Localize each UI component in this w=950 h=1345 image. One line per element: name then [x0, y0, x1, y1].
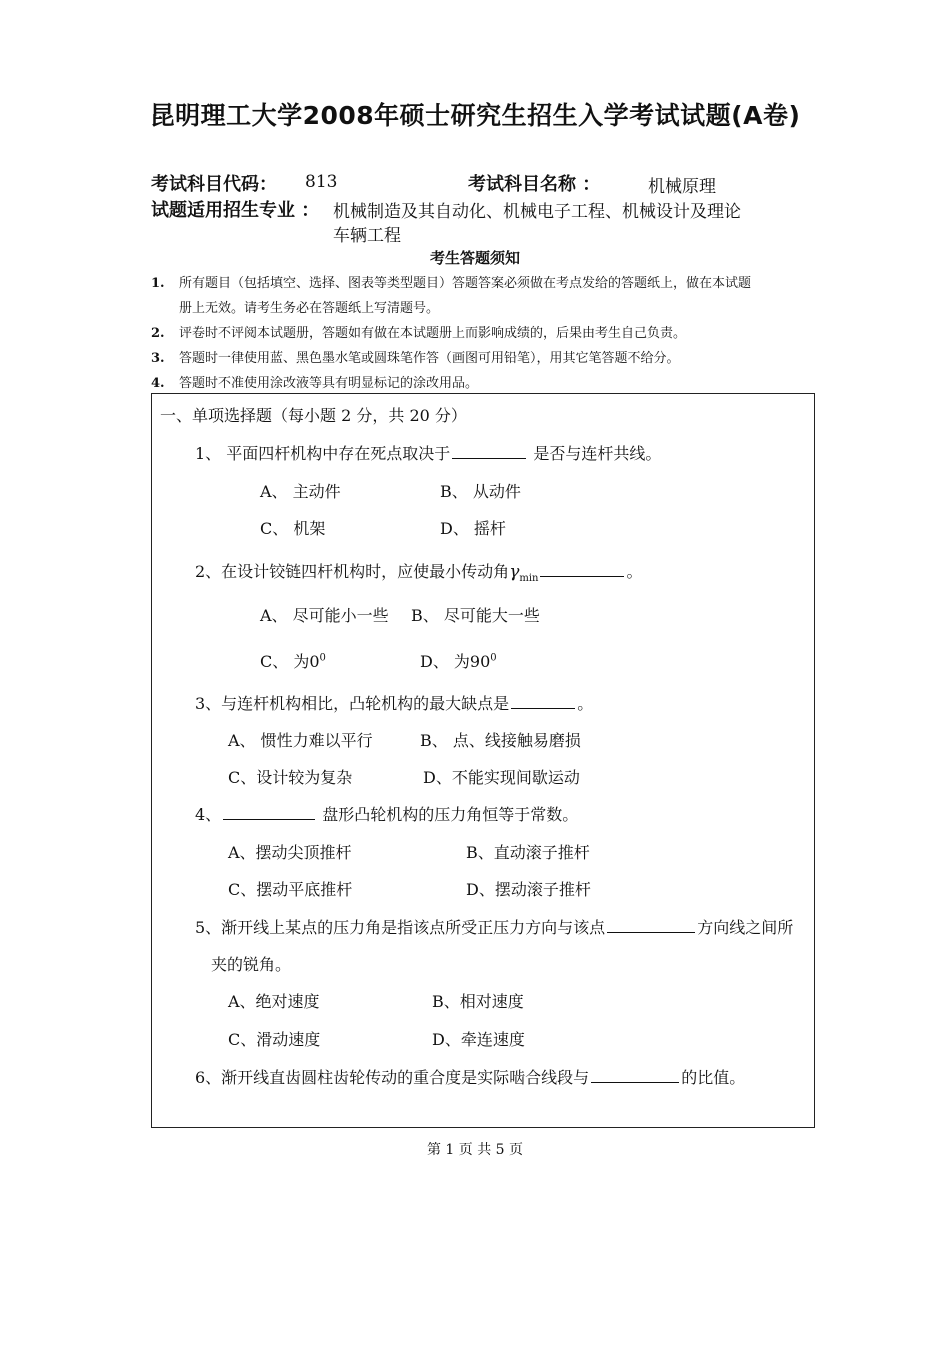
major-line-2: 车辆工程 [333, 226, 401, 246]
question-text-end: 。 [577, 694, 594, 713]
q2-option-c [260, 649, 326, 672]
question-text: 5、渐开线上某点的压力角是指该点所受正压力方向与该点 [195, 918, 606, 937]
q4-option-b: B、直动滚子推杆 [466, 843, 590, 862]
q5-option-a: A、绝对速度 [228, 992, 320, 1011]
q2-option-d [420, 649, 497, 672]
note-text: 评卷时不评阅本试题册，答题如有做在本试题册上而影响成绩的，后果由考生自己负责。 [179, 326, 687, 341]
degree-sup: 0 [319, 652, 326, 664]
note-text: 所有题目（包括填空、选择、图表等类型题目）答题答案必须做在考点发给的答题纸上，做在本试题 [179, 276, 752, 291]
question-text-end: 是否与连杆共线。 [528, 444, 662, 463]
note-4 [151, 372, 478, 391]
option-text: C、 为0 [260, 652, 320, 671]
q5-option-d: D、牵连速度 [432, 1030, 525, 1049]
note-number: 3. [151, 351, 165, 366]
q4-option-d: D、摆动滚子推杆 [466, 880, 591, 899]
subject-name: 机械原理 [648, 177, 716, 197]
major-label: 试题适用招生专业 ： [151, 200, 320, 221]
answer-blank [511, 694, 575, 709]
answer-blank [223, 805, 315, 820]
note-number: 1. [151, 276, 165, 291]
q4-option-a: A、摆动尖顶推杆 [228, 843, 352, 862]
q3-option-a: A、 惯性力难以平行 [228, 731, 373, 750]
note-1 [151, 272, 751, 291]
q2-option-b: B、 尽可能大一些 [411, 606, 540, 625]
answer-blank [591, 1068, 679, 1083]
question-text-end: 的比值。 [681, 1068, 746, 1087]
note-text: 答题时一律使用蓝、黑色墨水笔或圆珠笔作答（画图可用铅笔），用其它笔答题不给分。 [179, 351, 680, 366]
question-text-end: 盘形凸轮机构的压力角恒等于常数。 [317, 805, 579, 824]
q1-option-c: C、 机架 [260, 519, 326, 538]
note-text: 答题时不准使用涂改液等具有明显标记的涂改用品。 [179, 376, 479, 391]
section-title: 一、单项选择题（每小题 2 分，共 20 分） [160, 406, 467, 425]
question-text-end: 方向线之间所 [697, 918, 794, 937]
q2-option-a: A、 尽可能小一些 [260, 606, 389, 625]
question-5-continued: 夹的锐角。 [211, 955, 292, 974]
q5-option-b: B、相对速度 [432, 992, 524, 1011]
min-subscript: min [519, 573, 539, 585]
degree-sup: 0 [490, 652, 497, 664]
answer-blank [607, 918, 695, 933]
question-6 [195, 1065, 745, 1088]
question-text: 6、渐开线直齿圆柱齿轮传动的重合度是实际啮合线段与 [195, 1068, 590, 1087]
exam-title: 昆明理工大学2008年硕士研究生招生入学考试试题(A卷) [149, 101, 801, 130]
q1-option-b: B、 从动件 [440, 482, 521, 501]
answer-blank [540, 562, 624, 577]
notice-title: 考生答题须知 [429, 249, 520, 267]
q5-option-c: C、滑动速度 [228, 1030, 321, 1049]
question-box [151, 393, 815, 1128]
question-text-end: 。 [626, 562, 643, 581]
question-3 [195, 691, 593, 714]
question-1 [195, 441, 661, 464]
q3-option-b: B、 点、线接触易磨损 [420, 731, 581, 750]
question-2 [195, 559, 643, 584]
page-footer: 第 1 页 共 5 页 [426, 1142, 524, 1158]
note-number: 4. [151, 376, 165, 391]
q4-option-c: C、摆动平底推杆 [228, 880, 353, 899]
subject-name-label: 考试科目名称 ： [468, 174, 601, 195]
question-text: 4、 [195, 805, 222, 824]
question-text: 2、在设计铰链四杆机构时，应使最小传动角 [195, 562, 510, 581]
question-text: 1、 平面四杆机构中存在死点取决于 [195, 444, 451, 463]
major-line-1: 机械制造及其自动化、机械电子工程、机械设计及理论 [333, 202, 741, 222]
q3-option-c: C、设计较为复杂 [228, 768, 353, 787]
answer-blank [452, 444, 526, 459]
question-4 [195, 802, 578, 825]
option-text: D、 为90 [420, 652, 491, 671]
note-1-continued: 册上无效。请考生务必在答题纸上写清题号。 [179, 301, 440, 316]
subject-code-label: 考试科目代码： [151, 174, 277, 195]
subject-code: 813 [305, 172, 338, 192]
gamma-symbol: γ [509, 562, 520, 582]
q1-option-d: D、 摇杆 [440, 519, 506, 538]
q3-option-d: D、不能实现间歇运动 [423, 768, 580, 787]
note-3 [151, 347, 680, 366]
question-5 [195, 915, 793, 938]
note-2 [151, 322, 686, 341]
q1-option-a: A、 主动件 [260, 482, 341, 501]
note-number: 2. [151, 326, 165, 341]
question-text: 3、与连杆机构相比，凸轮机构的最大缺点是 [195, 694, 510, 713]
